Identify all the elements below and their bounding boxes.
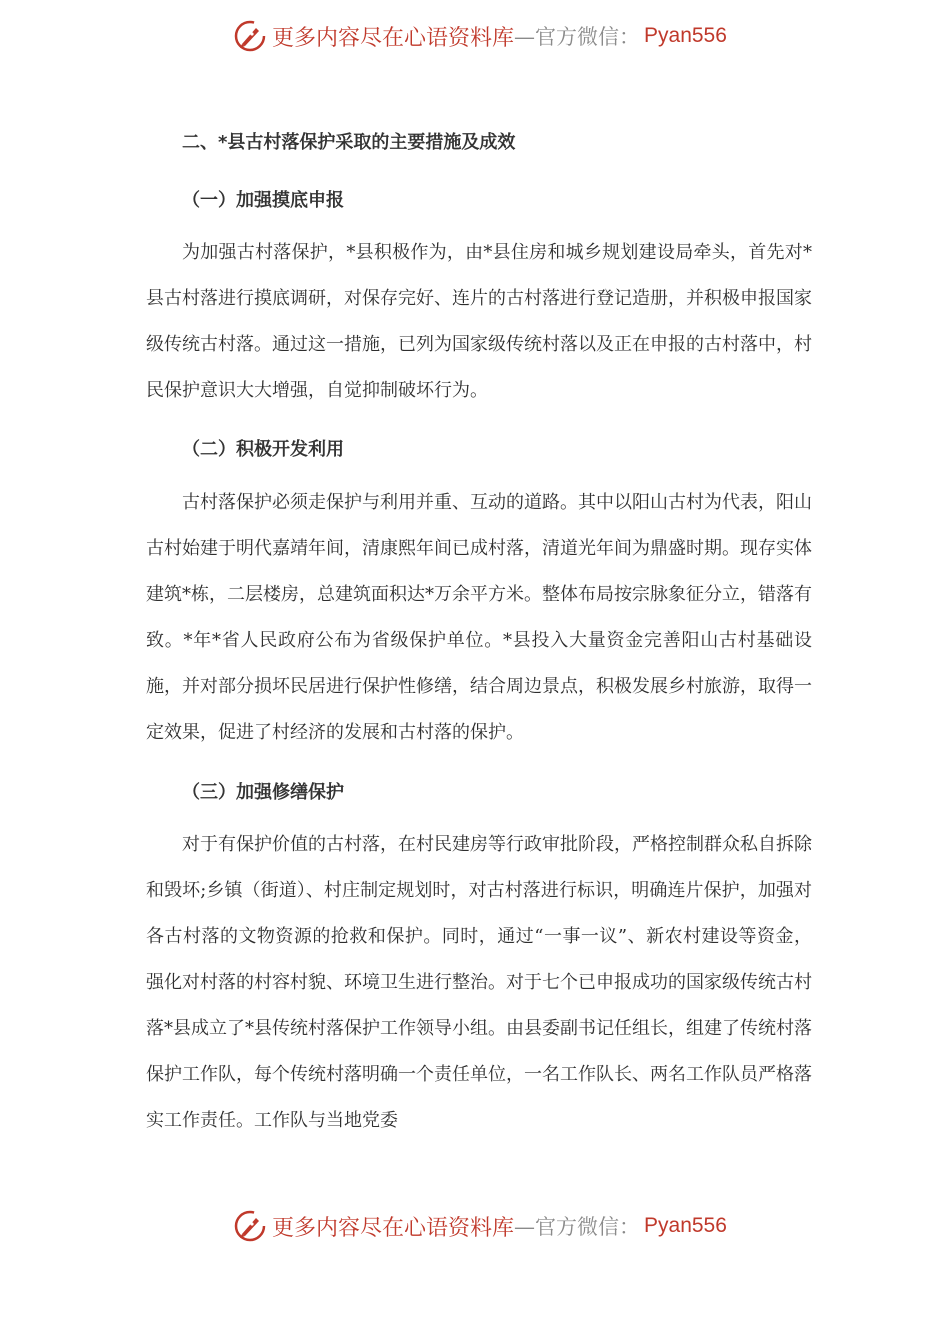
subsection-body-2: 古村落保护必须走保护与利用并重、互动的道路。其中以阳山古村为代表，阳山古村始建于明代嘉靖年间，清康熙年间已成村落，清道光年间为鼎盛时期。现存实体建筑*栋，二层楼房，总建筑面积达*万余平方米。整体布局按宗脉象征分立，错落有致。*年*省人民政府公布为省级保护单位。*县投入大量资金完善阳山古村基础设施，并对部分损坏民居进行保护性修缮，结合周边景点，积极发展乡村旅游，取得一定效果，促进了村经济的发展和古村落的保护。: [146, 492, 812, 743]
header-banner: [232, 16, 752, 56]
pen-logo-icon: [232, 1208, 268, 1244]
banner-gray-text: —官方微信：: [514, 25, 641, 49]
subsection-body-3: 对于有保护价值的古村落，在村民建房等行政审批阶段，严格控制群众私自拆除和毁坏;乡镇（街道）、村庄制定规划时，对古村落进行标识，明确连片保护，加强对各古村落的文物资源的抢救和保护。同时，通过“一事一议”、新农村建设等资金，强化对村落的村容村貌、环境卫生进行整治。对于七个已申报成功的国家级传统古村落*县成立了*县传统村落保护工作领导小组。由县委副书记任组长，组建了传统村落保护工作队，每个传统村落明确一个责任单位，一名工作队长、两名工作队员严格落实工作责任。工作队与当地党委: [146, 834, 812, 1131]
subsection-heading-2: （二）积极开发利用: [182, 439, 344, 460]
banner-red-text: 更多内容尽在心语资料库: [272, 25, 515, 51]
banner-wechat-id: Pyan556: [644, 1214, 727, 1237]
subsection-body-1: 为加强古村落保护，*县积极作为，由*县住房和城乡规划建设局牵头，首先对*县古村落进行摸底调研，对保存完好、连片的古村落进行登记造册，并积极申报国家级传统古村落。通过这一措施，已列为国家级传统村落以及正在申报的古村落中，村民保护意识大大增强，自觉抑制破坏行为。: [146, 242, 812, 401]
footer-banner: [232, 1206, 752, 1246]
banner-red-text: 更多内容尽在心语资料库: [272, 1215, 515, 1241]
banner-gray-text: —官方微信：: [514, 1215, 641, 1239]
subsection-heading-1: （一）加强摸底申报: [182, 190, 344, 211]
section-title: 二、*县古村落保护采取的主要措施及成效: [182, 132, 516, 153]
banner-wechat-id: Pyan556: [644, 24, 727, 47]
pen-logo-icon: [232, 18, 268, 54]
subsection-heading-3: （三）加强修缮保护: [182, 782, 344, 803]
